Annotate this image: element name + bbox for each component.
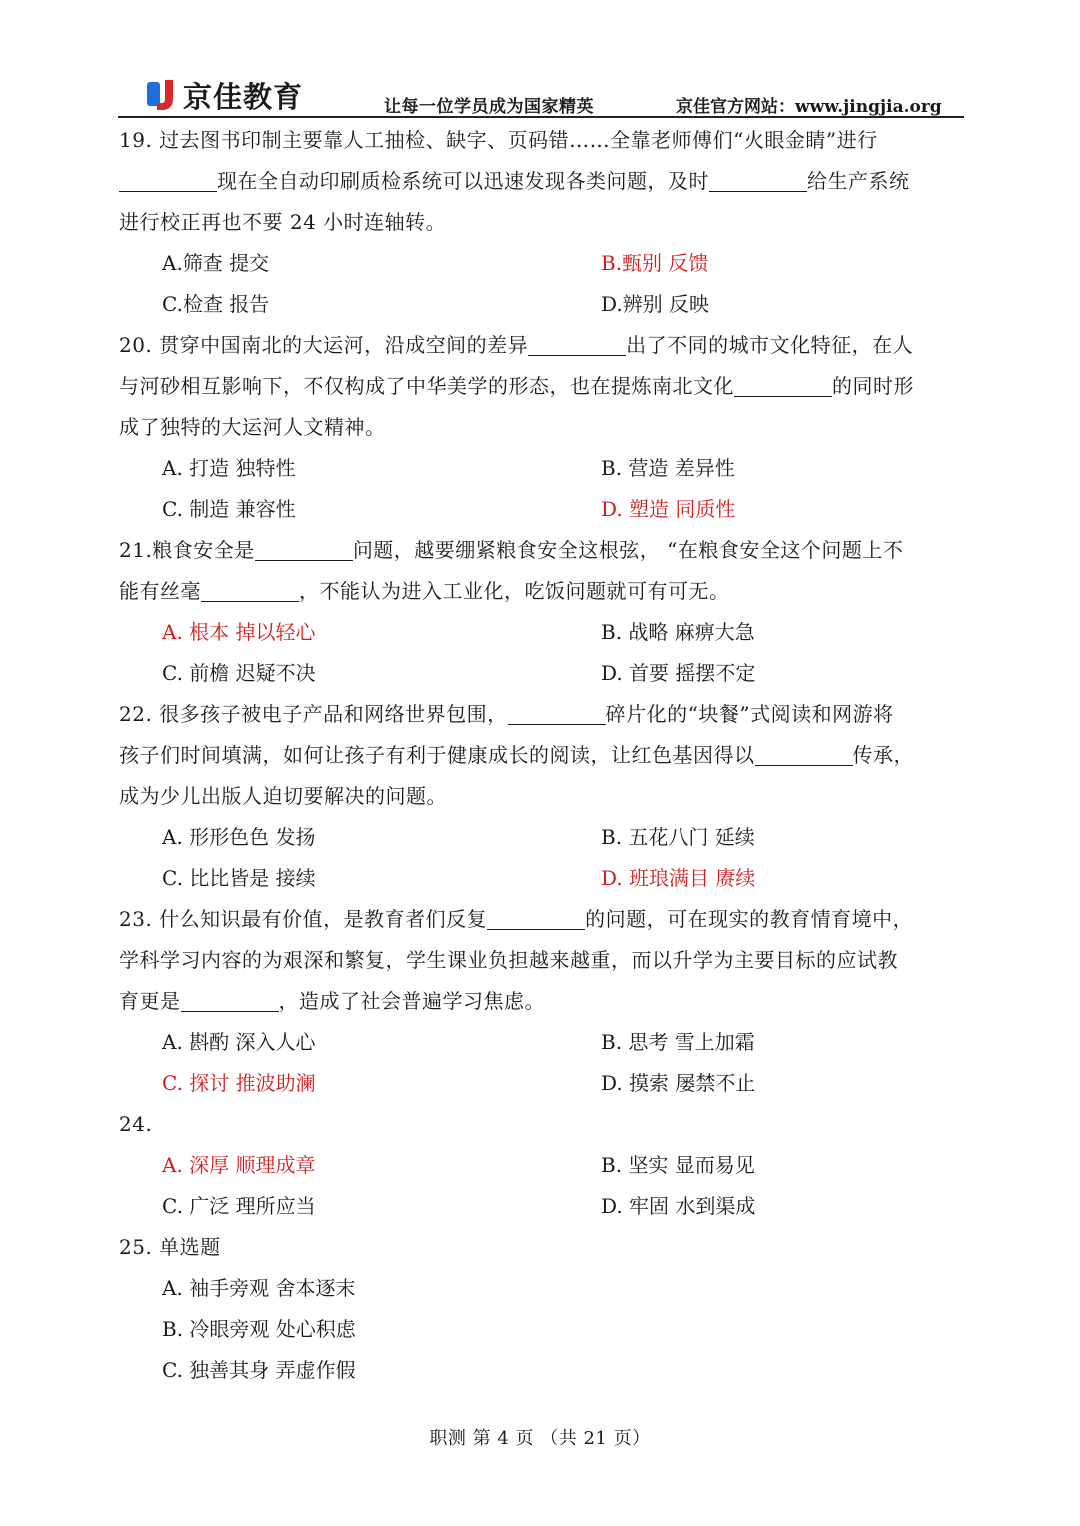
question-22-options-row-2 (119, 858, 964, 899)
logo-text: 京佳教育 (183, 79, 304, 114)
answer-blank (201, 577, 299, 602)
question-25-option-c-row (119, 1350, 964, 1391)
answer-blank (709, 167, 807, 192)
question-21-text-2: 能有丝毫 ，不能认为进入工业化，吃饭问题就可有可无。 (119, 579, 730, 603)
site-url: www.jingjia.org (795, 97, 942, 117)
option-b: B. 战略 麻痹大急 (601, 620, 755, 644)
question-19-text-3: 进行校正再也不要 24 小时连轴转。 (119, 210, 447, 234)
option-c: C.检查 报告 (162, 292, 270, 316)
option-a: A.筛查 提交 (162, 251, 270, 275)
question-19-options-row-1 (119, 243, 964, 284)
page-footer: 职测 第 4 页 （共 21 页） (429, 1428, 651, 1449)
question-20-options-row-2 (119, 489, 964, 530)
question-list (119, 120, 964, 1391)
answer-blank (508, 700, 606, 725)
option-b: B. 五花八门 延续 (601, 825, 755, 849)
question-19-text-2: 现在全自动印刷质检系统可以迅速发现各类问题，及时 给生产系统 (119, 161, 964, 202)
question-22-options-row-1 (119, 817, 964, 858)
question-22-text: 22. 很多孩子被电子产品和网络世界包围， 碎片化的“块餐”式阅读和网游将 (119, 702, 894, 726)
question-25-option-b-row (119, 1309, 964, 1350)
answer-blank (528, 331, 626, 356)
option-a: A. 形形色色 发扬 (162, 825, 316, 849)
option-b-correct: B.甄别 反馈 (601, 251, 709, 275)
answer-blank (119, 167, 217, 192)
question-24-text: 24. (119, 1112, 153, 1136)
option-c: C. 比比皆是 接续 (162, 866, 316, 890)
option-d-correct: D. 塑造 同质性 (601, 497, 736, 521)
page-header (0, 0, 1080, 122)
question-21-options-row-1 (119, 612, 964, 653)
option-b: B. 思考 雪上加霜 (601, 1030, 755, 1054)
option-a: A. 斟酌 深入人心 (162, 1030, 316, 1054)
option-d: D.辨别 反映 (601, 292, 710, 316)
question-19-options-row-2 (119, 284, 964, 325)
header-slogan: 让每一位学员成为国家精英 (384, 97, 594, 117)
option-d: D. 牢固 水到渠成 (601, 1194, 756, 1218)
brand-logo (145, 78, 303, 112)
option-a: A. 打造 独特性 (162, 456, 296, 480)
question-20-options-row-1 (119, 448, 964, 489)
answer-blank (755, 741, 853, 766)
option-c: C. 前檐 迟疑不决 (162, 661, 316, 685)
question-24-options-row-1 (119, 1145, 964, 1186)
option-c: C. 广泛 理所应当 (162, 1194, 316, 1218)
question-19-text: 19. 过去图书印制主要靠人工抽检、缺字、页码错……全靠老师傅们“火眼金睛”进行 (119, 128, 878, 152)
question-23-text-3: 育更是 ，造成了社会普遍学习焦虑。 (119, 989, 545, 1013)
answer-blank (181, 987, 279, 1012)
answer-blank (255, 536, 353, 561)
option-c: C. 独善其身 弄虚作假 (162, 1358, 356, 1382)
site-label: 京佳官方网站： (676, 97, 795, 117)
question-23-options-row-1 (119, 1022, 964, 1063)
option-d-correct: D. 班琅满目 赓续 (601, 866, 756, 890)
question-21-text: 21.粮食安全是 问题，越要绷紧粮食安全这根弦， “在粮食安全这个问题上不 (119, 538, 904, 562)
question-20-text-3: 成了独特的大运河人文精神。 (119, 415, 386, 439)
question-25-text: 25. 单选题 (119, 1235, 221, 1259)
question-23-text: 23. 什么知识最有价值，是教育者们反复 的问题，可在现实的教育情育境中， (119, 907, 914, 931)
option-c: C. 制造 兼容性 (162, 497, 296, 521)
question-21-options-row-2 (119, 653, 964, 694)
question-22-text-2: 孩子们时间填满，如何让孩子有利于健康成长的阅读，让红色基因得以 传承， (119, 743, 914, 767)
header-rule (118, 116, 964, 118)
answer-blank (734, 372, 832, 397)
option-b: B. 冷眼旁观 处心积虑 (162, 1317, 356, 1341)
question-23-options-row-2 (119, 1063, 964, 1104)
option-b: B. 营造 差异性 (601, 456, 735, 480)
option-d: D. 首要 摇摆不定 (601, 661, 756, 685)
option-a-correct: A. 深厚 顺理成章 (162, 1153, 316, 1177)
official-site (676, 92, 942, 117)
question-20-text: 20. 贯穿中国南北的大运河，沿成空间的差异 出了不同的城市文化特征，在人 (119, 333, 914, 357)
option-a: A. 袖手旁观 舍本逐末 (162, 1276, 356, 1300)
question-24-options-row-2 (119, 1186, 964, 1227)
question-23-text-2: 学科学习内容的为艰深和繁复，学生课业负担越来越重，而以升学为主要目标的应试教 (119, 948, 898, 972)
option-d: D. 摸索 屡禁不止 (601, 1071, 756, 1095)
option-b: B. 坚实 显而易见 (601, 1153, 755, 1177)
answer-blank (487, 905, 585, 930)
question-22-text-3: 成为少儿出版人迫切要解决的问题。 (119, 784, 447, 808)
question-25-option-a-row (119, 1268, 964, 1309)
question-20-text-2: 与河砂相互影响下，不仅构成了中华美学的形态，也在提炼南北文化 的同时形 (119, 374, 914, 398)
option-c-correct: C. 探讨 推波助澜 (162, 1071, 316, 1095)
option-a-correct: A. 根本 掉以轻心 (162, 620, 316, 644)
jingjia-logo-icon (145, 78, 181, 112)
